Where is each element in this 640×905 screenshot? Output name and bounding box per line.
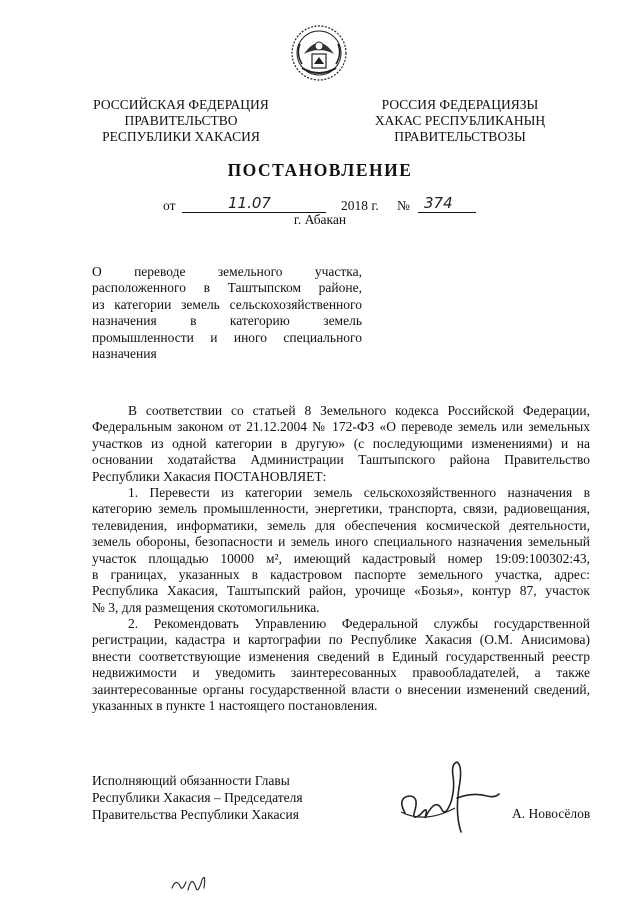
subject-line: О переводе земельного участка, bbox=[92, 264, 362, 279]
body-line: Республика Хакасия, Таштыпский район, урочище «Бозья», контур 87, участок bbox=[92, 583, 590, 599]
body-line: участок площадью 10000 м², имеющий кадастровый номер 19:09:100302:43, bbox=[92, 550, 590, 566]
body-line: регистрации, кадастра и картографии по Республике Хакасия (О.М. Анисимова) bbox=[92, 632, 590, 648]
body-line: внести соответствующие изменения сведений в Единый государственный реестр bbox=[92, 648, 590, 664]
header-left-line: ПРАВИТЕЛЬСТВО bbox=[124, 113, 238, 128]
header-right-line: ПРАВИТЕЛЬСТВОЗЫ bbox=[394, 129, 526, 144]
subject-line: назначения bbox=[92, 345, 157, 361]
signatory-position bbox=[92, 772, 303, 823]
body-line: Республики Хакасия ПОСТАНОВЛЯЕТ: bbox=[92, 468, 327, 484]
subject-line: назначения в категорию земель bbox=[92, 313, 362, 329]
year-label: 2018 г. bbox=[341, 198, 379, 213]
handwritten-mark bbox=[168, 868, 218, 898]
body-line: участков из одной категории в другую» (с последующими изменениями) и на bbox=[92, 435, 590, 451]
position-line: Правительства Республики Хакасия bbox=[92, 807, 299, 822]
subject-line: из категории земель сельскохозяйственного bbox=[92, 296, 362, 312]
header-left-line: РОССИЙСКАЯ ФЕДЕРАЦИЯ bbox=[93, 97, 269, 112]
body-line: № 3, для размещения скотомогильника. bbox=[92, 599, 320, 615]
body-line: основании ходатайства Администрации Таштыпского района Правительство bbox=[92, 452, 590, 468]
body-line: указанных в пункте 1 настоящего постановления. bbox=[92, 698, 378, 714]
header-right-line: РОССИЯ ФЕДЕРАЦИЯЗЫ bbox=[381, 97, 539, 112]
header-left-line: РЕСПУБЛИКИ ХАКАСИЯ bbox=[102, 129, 260, 144]
header-right-line: ХАКАС РЕСПУБЛИКАНЫҢ bbox=[374, 113, 546, 128]
header-right bbox=[362, 97, 558, 145]
body-line: Федеральным законом от 21.12.2004 № 172-ФЗ «О переводе земель или земельных bbox=[92, 419, 590, 435]
body-line: В соответствии со статьей 8 Земельного кодекса Российской Федерации, bbox=[128, 403, 590, 418]
number-label: № bbox=[397, 198, 410, 213]
subject-line: расположенного в Таштыпском районе, bbox=[92, 280, 362, 296]
from-label: от bbox=[163, 198, 176, 213]
handwritten-signature bbox=[395, 758, 515, 838]
header-left bbox=[86, 97, 276, 145]
body-line: телевидения, информатики, земель для обеспечения космической деятельности, bbox=[92, 517, 590, 533]
body-line: 2. Рекомендовать Управлению Федеральной службы государственной bbox=[128, 616, 590, 632]
coat-of-arms-emblem-icon bbox=[290, 24, 348, 82]
body-line: недвижимости и уведомить заинтересованных правообладателей, а также bbox=[92, 665, 590, 681]
body-line: 1. Перевести из категории земель сельскохозяйственного назначения в bbox=[128, 484, 590, 500]
signatory-name: А. Новосёлов bbox=[512, 806, 591, 821]
position-line: Исполняющий обязанности Главы bbox=[92, 773, 290, 788]
city-label: г. Абакан bbox=[293, 212, 347, 227]
handwritten-number: 374 bbox=[424, 194, 453, 212]
body-line: заинтересованные органы государственной власти о внесении изменений сведений, bbox=[92, 681, 590, 697]
subject-line: промышленности и иного специального bbox=[92, 329, 362, 345]
body-line: в границах, указанных в кадастровом паспорте земельного участка, адрес: bbox=[92, 566, 590, 582]
body-line: земель обороны, безопасности и земель иного специального назначения земельный bbox=[92, 534, 590, 550]
body-text bbox=[92, 403, 590, 714]
document-type-title: ПОСТАНОВЛЕНИЕ bbox=[227, 160, 413, 180]
handwritten-date: 11.07 bbox=[228, 194, 271, 212]
position-line: Республики Хакасия – Председателя bbox=[92, 790, 303, 805]
body-line: категорию земель промышленности, энергетики, транспорта, связи, радиовещания, bbox=[92, 501, 590, 517]
subject-block bbox=[92, 264, 362, 362]
